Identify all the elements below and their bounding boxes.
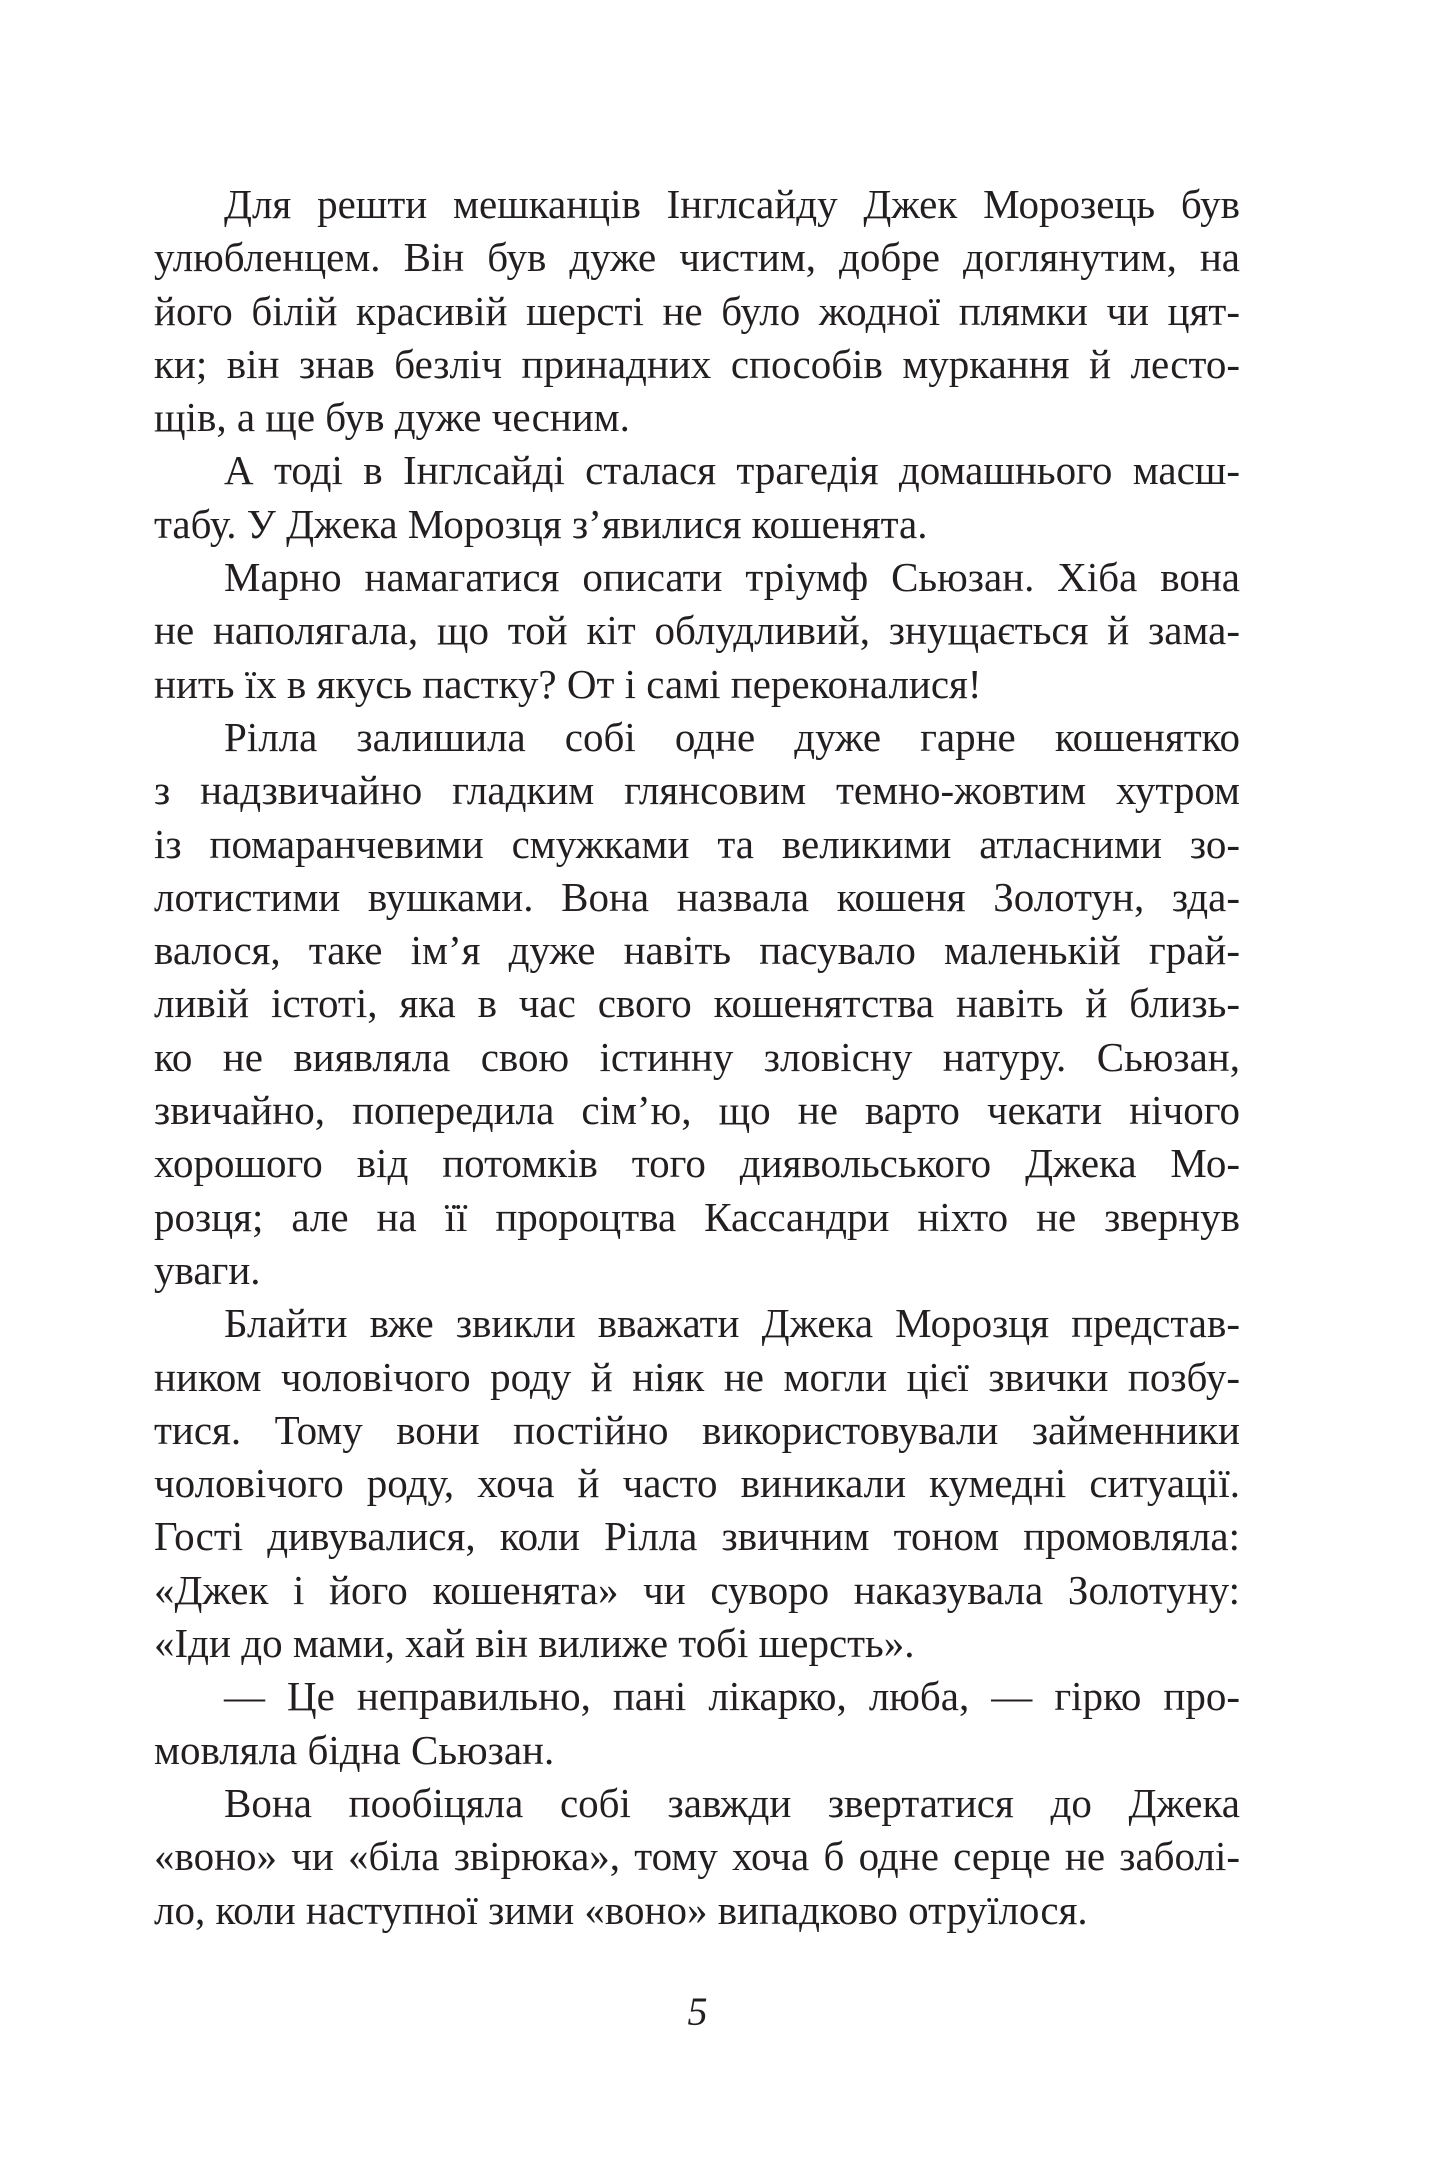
text-line: ко не виявляла свою істинну зловісну натуру. Сьюзан, — [154, 1033, 1240, 1080]
text-line: ло, коли наступної зими «воно» випадково отруїлося. — [154, 1886, 1088, 1933]
paragraph — [154, 711, 1240, 1297]
text-line: нить їх в якусь пастку? От і самі переконалися! — [154, 660, 982, 707]
text-line: розця; але на її пророцтва Кассандри ніхто не звернув — [154, 1193, 1240, 1240]
text-line: «Іди до мами, хай він вилиже тобі шерсть». — [154, 1620, 915, 1667]
text-line: «воно» чи «біла звірюка», тому хоча б одне серце не заболі- — [154, 1833, 1240, 1880]
text-line: «Джек і його кошенята» чи суворо наказувала Золотуну: — [154, 1566, 1240, 1613]
paragraph — [154, 1670, 1240, 1777]
text-line: Рілла залишила собі одне дуже гарне кошенятко — [224, 713, 1240, 760]
text-line: А тоді в Інглсайді сталася трагедія домашнього масш- — [224, 447, 1240, 494]
page-number: 5 — [687, 1989, 708, 2034]
paragraph — [154, 551, 1240, 711]
text-line: не наполягала, що той кіт облудливий, знущається й зама- — [154, 607, 1240, 654]
text-line: хорошого від потомків того диявольського Джека Мо- — [154, 1140, 1240, 1187]
text-line: ливій істоті, яка в час свого кошенятства навіть й близь- — [154, 980, 1240, 1027]
text-line: валося, таке ім’я дуже навіть пасувало маленькій грай- — [154, 927, 1240, 974]
text-line: ки; він знав безліч принадних способів муркання й лесто- — [154, 340, 1240, 387]
text-line: з надзвичайно гладким глянсовим темно-жовтим хутром — [154, 767, 1240, 814]
text-line: Для решти мешканців Інглсайду Джек Морозець був — [224, 181, 1240, 227]
text-line: — Це неправильно, пані лікарко, люба, — гірко про- — [224, 1673, 1240, 1720]
text-line: уваги. — [154, 1246, 261, 1293]
text-line: Марно намагатися описати тріумф Сьюзан. Хіба вона — [224, 554, 1240, 601]
text-line: табу. У Джека Морозця з’явилися кошенята. — [154, 500, 928, 547]
text-line: із помаранчевими смужками та великими атласними зо- — [154, 820, 1240, 867]
text-line: мовляла бідна Сьюзан. — [154, 1726, 555, 1773]
text-line: Вона пообіцяла собі завжди звертатися до Джека — [224, 1779, 1240, 1826]
text-line: чоловічого роду, хоча й часто виникали кумедні ситуації. — [154, 1460, 1240, 1507]
text-line: його білій красивій шерсті не було жодної плямки чи цят- — [154, 287, 1240, 334]
text-line: улюбленцем. Він був дуже чистим, добре доглянутим, на — [154, 234, 1240, 281]
body-text — [154, 178, 1240, 1937]
text-line: лотистими вушками. Вона назвала кошеня Золотун, зда- — [154, 873, 1240, 920]
paragraph — [154, 1777, 1240, 1937]
text-line: звичайно, попередила сім’ю, що не варто чекати нічого — [154, 1087, 1240, 1134]
text-line: тися. Тому вони постійно використовували займенники — [154, 1406, 1240, 1453]
paragraph — [154, 178, 1240, 444]
text-line: ником чоловічого роду й ніяк не могли цієї звички позбу- — [154, 1353, 1240, 1400]
paragraph — [154, 1297, 1240, 1670]
paragraph — [154, 444, 1240, 551]
text-line: Блайти вже звикли вважати Джека Морозця представ- — [224, 1300, 1240, 1347]
text-line: щів, а ще був дуже чесним. — [154, 394, 630, 441]
text-line: Гості дивувалися, коли Рілла звичним тоном промовляла: — [154, 1513, 1240, 1560]
